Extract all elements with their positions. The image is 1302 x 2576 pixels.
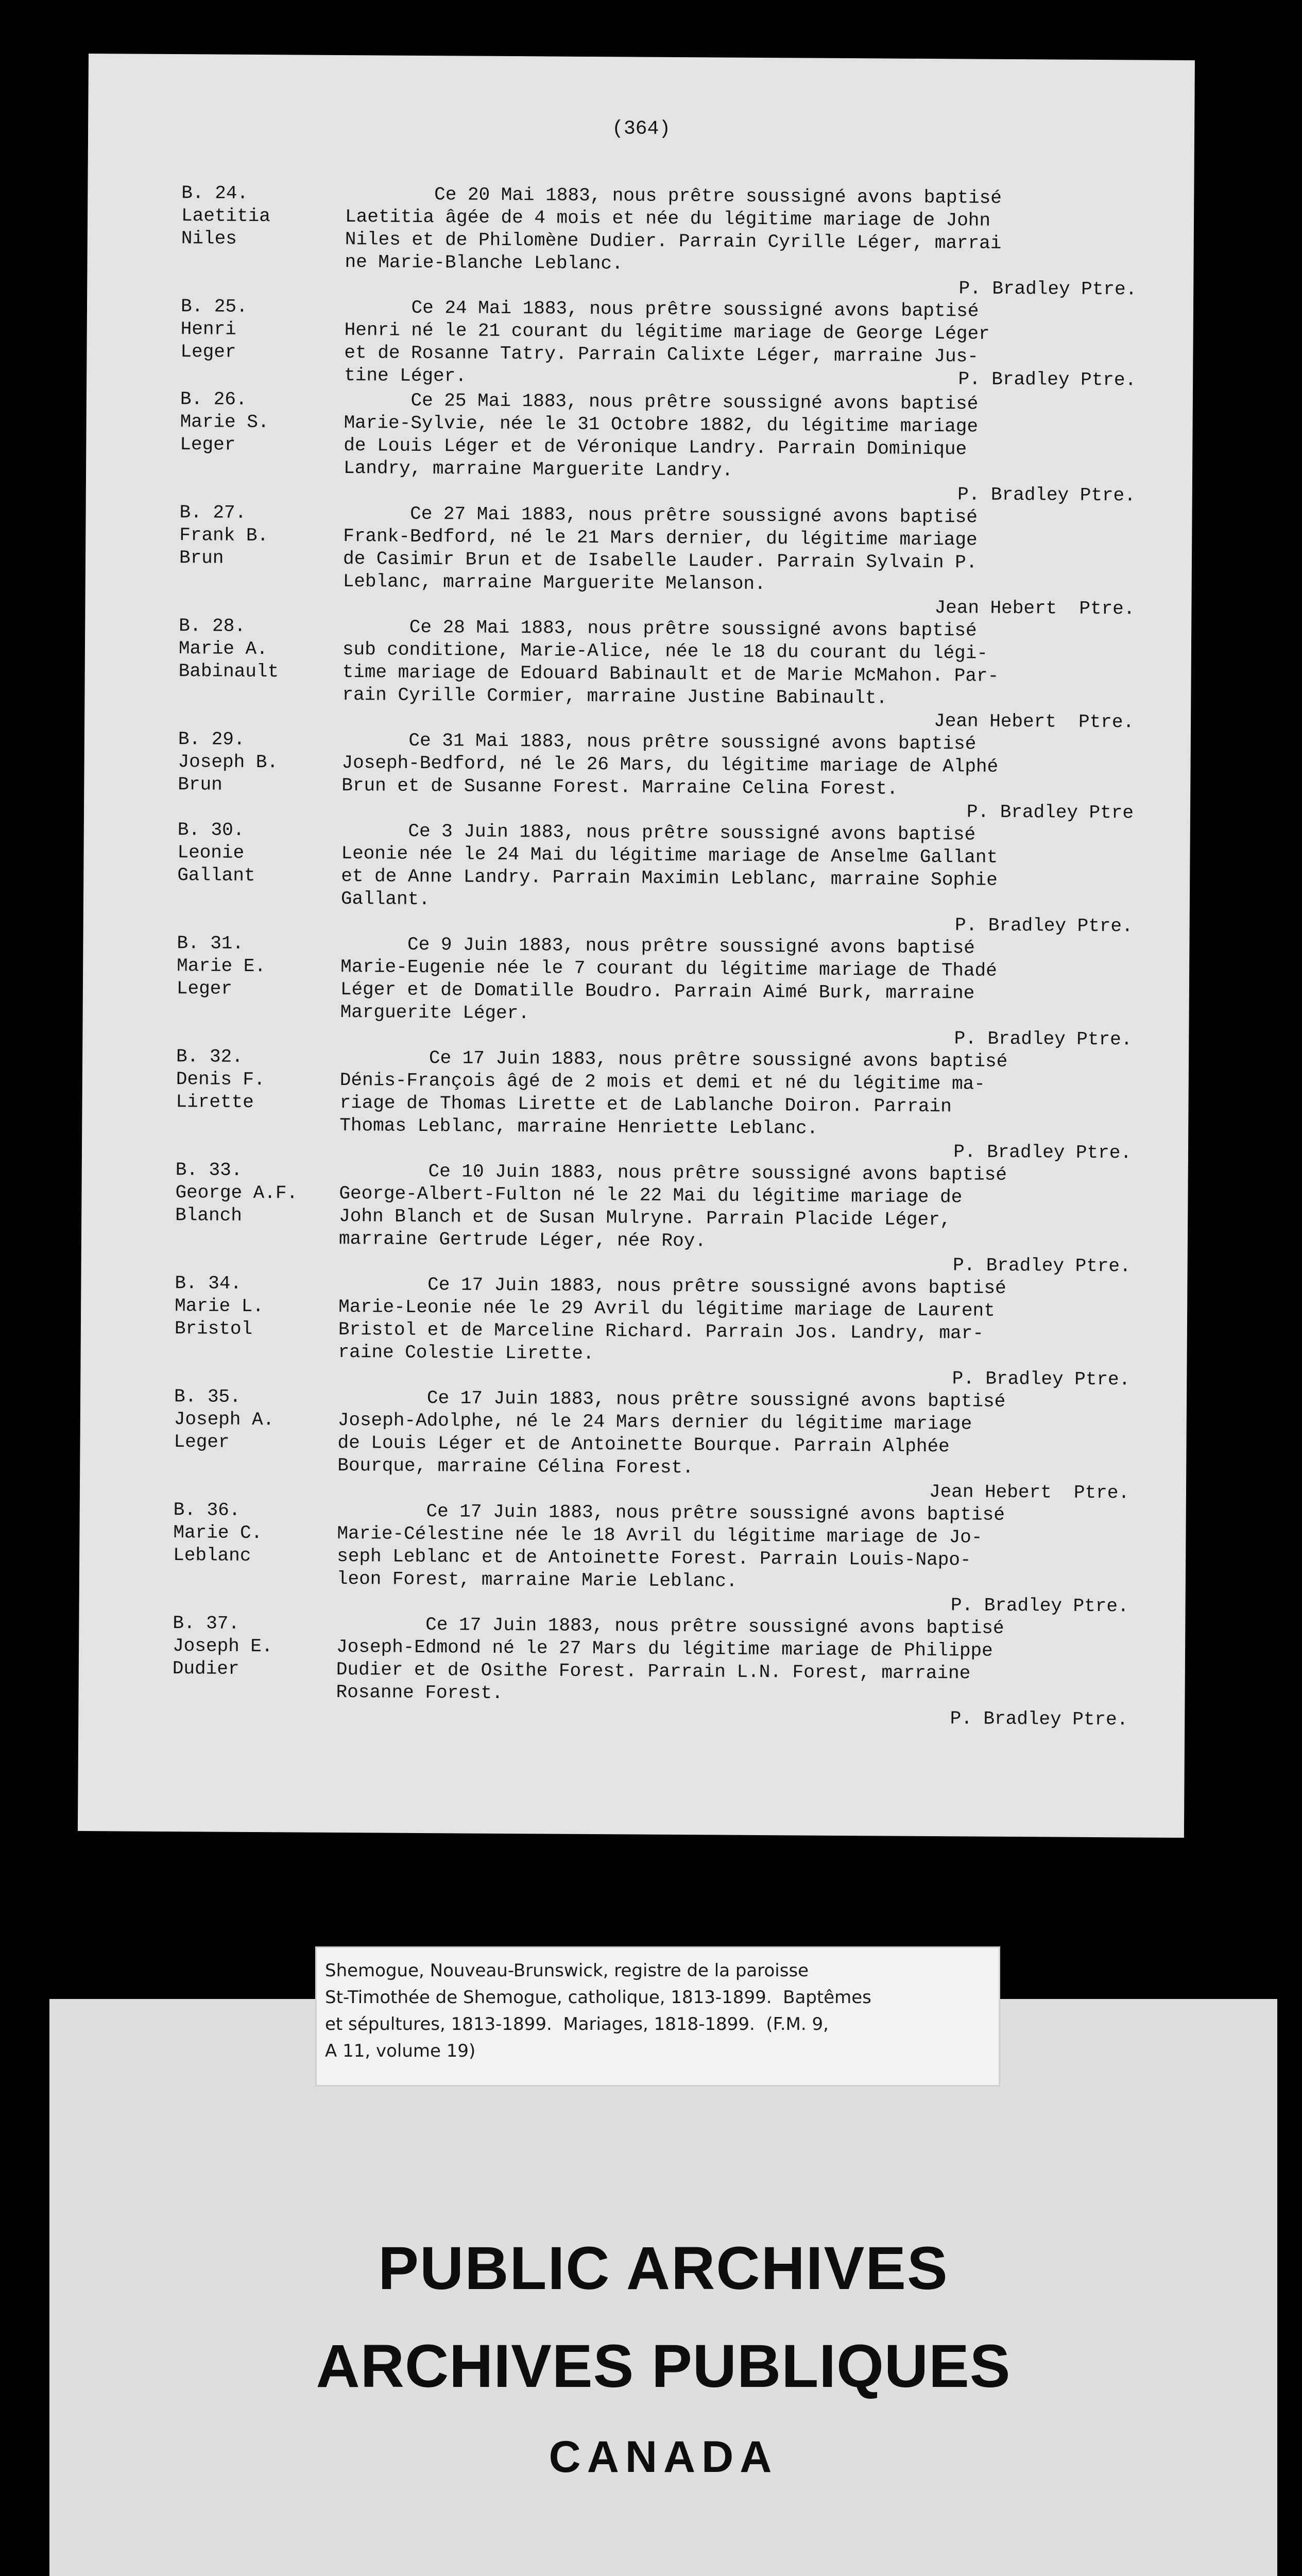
entry-body: Ce 28 Mai 1883, nous prêtre soussigné avons baptisé sub conditione, Marie-Alice, née le 18 du courant du légi- time mariage de Edouard Babinault et de Marie McMahon. Par- rain Cyrille Cormier, marraine Justine Babinault. — [342, 616, 999, 709]
entry-margin-note: B. 37. Joseph E. Dudier — [172, 1613, 273, 1680]
entry-margin-note: B. 33. George A.F. Blanch — [175, 1159, 298, 1226]
entry-body: Ce 31 Mai 1883, nous prêtre soussigné avons baptisé Joseph-Bedford, né le 26 Mars, du légitime mariage de Alphé Brun et de Susanne Forest. Marraine Celina Forest. — [341, 730, 999, 800]
entry-margin-note: B. 35. Joseph A. Leger — [174, 1386, 275, 1453]
entry-body: Ce 9 Juin 1883, nous prêtre soussigné avons baptisé Marie-Eugenie née le 7 courant du légitime mariage de Thadé Léger et de Domatille Boudro. Parrain Aimé Burk, marraine Marguerite Léger. — [340, 934, 997, 1024]
archive-source-label: Shemogue, Nouveau-Brunswick, registre de la paroisse St-Timothée de Shemogue, catholique, 1813-1899. Baptêmes et sépultures, 1813-1899. Mariages, 1818-1899. (F.M. 9, A 11, volume 19) — [315, 1946, 1000, 2087]
entry-margin-note: B. 27. Frank B. Brun — [179, 502, 269, 569]
entry-signature: Jean Hebert Ptre. — [929, 1481, 1130, 1504]
entry-body: Ce 27 Mai 1883, nous prêtre soussigné avons baptisé Frank-Bedford, né le 21 Mars dernier, du légitime mariage de Casimir Brun et de Isabelle Lauder. Parrain Sylvain P. Leblanc, marraine Marguerite Melanson. — [342, 503, 978, 595]
stamp-line-canada: CANADA — [549, 2432, 778, 2482]
entry-body: Ce 17 Juin 1883, nous prêtre soussigné avons baptisé Marie-Leonie née le 29 Avril du légitime mariage de Laurent Bristol et de Marceline Richard. Parrain Jos. Landry, mar- raine Colestie Lirette. — [338, 1274, 1006, 1365]
register-page — [78, 54, 1195, 1838]
entry-signature: P. Bradley Ptre. — [952, 1255, 1131, 1277]
entry-body: Ce 17 Juin 1883, nous prêtre soussigné avons baptisé Dénis-François âgé de 2 mois et demi et né du légitime ma- riage de Thomas Lirette et de Lablanche Doiron. Parrain Thomas Leblanc, marraine Henriette Leblanc. — [339, 1047, 1008, 1139]
stamp-line-public-archives: PUBLIC ARCHIVES — [378, 2234, 949, 2302]
entry-body: Ce 17 Juin 1883, nous prêtre soussigné avons baptisé Joseph-Edmond né le 27 Mars du légitime mariage de Philippe Dudier et de Osithe Forest. Parrain L.N. Forest, marraine Rosanne Forest. — [336, 1613, 1004, 1704]
entry-body: Ce 20 Mai 1883, nous prêtre soussigné avons baptisé Laetitia âgée de 4 mois et née du légitime mariage de John Niles et de Philomène Dudier. Parrain Cyrille Léger, marrai ne Marie-Blanche Leblanc. — [345, 183, 1002, 275]
entry-signature: P. Bradley Ptre. — [954, 914, 1133, 937]
entry-signature: P. Bradley Ptre. — [957, 484, 1136, 506]
entry-margin-note: B. 30. Leonie Gallant — [177, 819, 255, 887]
entry-body: Ce 17 Juin 1883, nous prêtre soussigné avons baptisé Joseph-Adolphe, né le 24 Mars dernier du légitime mariage de Louis Léger et de Antoinette Bourque. Parrain Alphée Bourque, marraine Célina Forest. — [337, 1387, 1006, 1479]
entry-margin-note: B. 32. Denis F. Lirette — [176, 1046, 265, 1113]
entry-signature: P. Bradley Ptre. — [954, 1028, 1133, 1050]
entry-signature: P. Bradley Ptre. — [958, 368, 1137, 391]
entry-margin-note: B. 31. Marie E. Leger — [176, 933, 266, 999]
entry-signature: Jean Hebert Ptre. — [934, 710, 1135, 733]
entry-signature: P. Bradley Ptre. — [953, 1141, 1132, 1164]
page-number: (364) — [611, 117, 671, 140]
entry-signature: P. Bradley Ptre. — [952, 1368, 1130, 1391]
entry-signature: Jean Hebert Ptre. — [934, 597, 1135, 620]
entry-signature: P. Bradley Ptre. — [950, 1708, 1128, 1731]
entry-body: Ce 3 Juin 1883, nous prêtre soussigné avons baptisé Leonie née le 24 Mai du légitime mariage de Anselme Gallant et de Anne Landry. Parrain Maximin Leblanc, marraine Sophie Gallant. — [340, 820, 998, 910]
entry-signature: P. Bradley Ptre. — [950, 1595, 1129, 1617]
entry-body: Ce 24 Mai 1883, nous prêtre soussigné avons baptisé Henri né le 21 courant du légitime mariage de George Léger et de Rosanne Tatry. Parrain Calixte Léger, marraine Jus- tine Léger. — [344, 297, 990, 387]
entry-body: Ce 10 Juin 1883, nous prêtre soussigné avons baptisé George-Albert-Fulton né le 22 Mai du légitime mariage de John Blanch et de Susan Mulryne. Parrain Placide Léger, marraine Gertrude Léger, née Roy. — [338, 1160, 1007, 1252]
entry-body: Ce 17 Juin 1883, nous prêtre soussigné avons baptisé Marie-Célestine née le 18 Avril du légitime mariage de Jo- seph Leblanc et de Antoinette Forest. Parrain Louis-Napo- leon Forest, marraine Marie Leblanc. — [336, 1500, 1005, 1592]
entry-margin-note: B. 36. Marie C. Leblanc — [173, 1499, 263, 1566]
entry-body: Ce 25 Mai 1883, nous prêtre soussigné avons baptisé Marie-Sylvie, née le 31 Octobre 1882, du légitime mariage de Louis Léger et de Véronique Landry. Parrain Dominique Landry, marraine Marguerite Landry. — [343, 389, 979, 481]
entry-signature: P. Bradley Ptre. — [958, 278, 1137, 300]
entry-margin-note: B. 34. Marie L. Bristol — [174, 1273, 264, 1340]
entry-margin-note: B. 25. Henri Leger — [180, 296, 248, 363]
entry-margin-note: B. 26. Marie S. Leger — [180, 388, 269, 455]
stamp-line-archives-publiques: ARCHIVES PUBLIQUES — [316, 2332, 1011, 2400]
entry-signature: P. Bradley Ptre — [966, 801, 1134, 824]
entry-margin-note: B. 28. Marie A. Babinault — [178, 615, 279, 683]
entry-margin-note: B. 24. Laetitia Niles — [181, 182, 271, 249]
register-entry — [88, 181, 1194, 300]
entry-margin-note: B. 29. Joseph B. Brun — [178, 728, 279, 795]
